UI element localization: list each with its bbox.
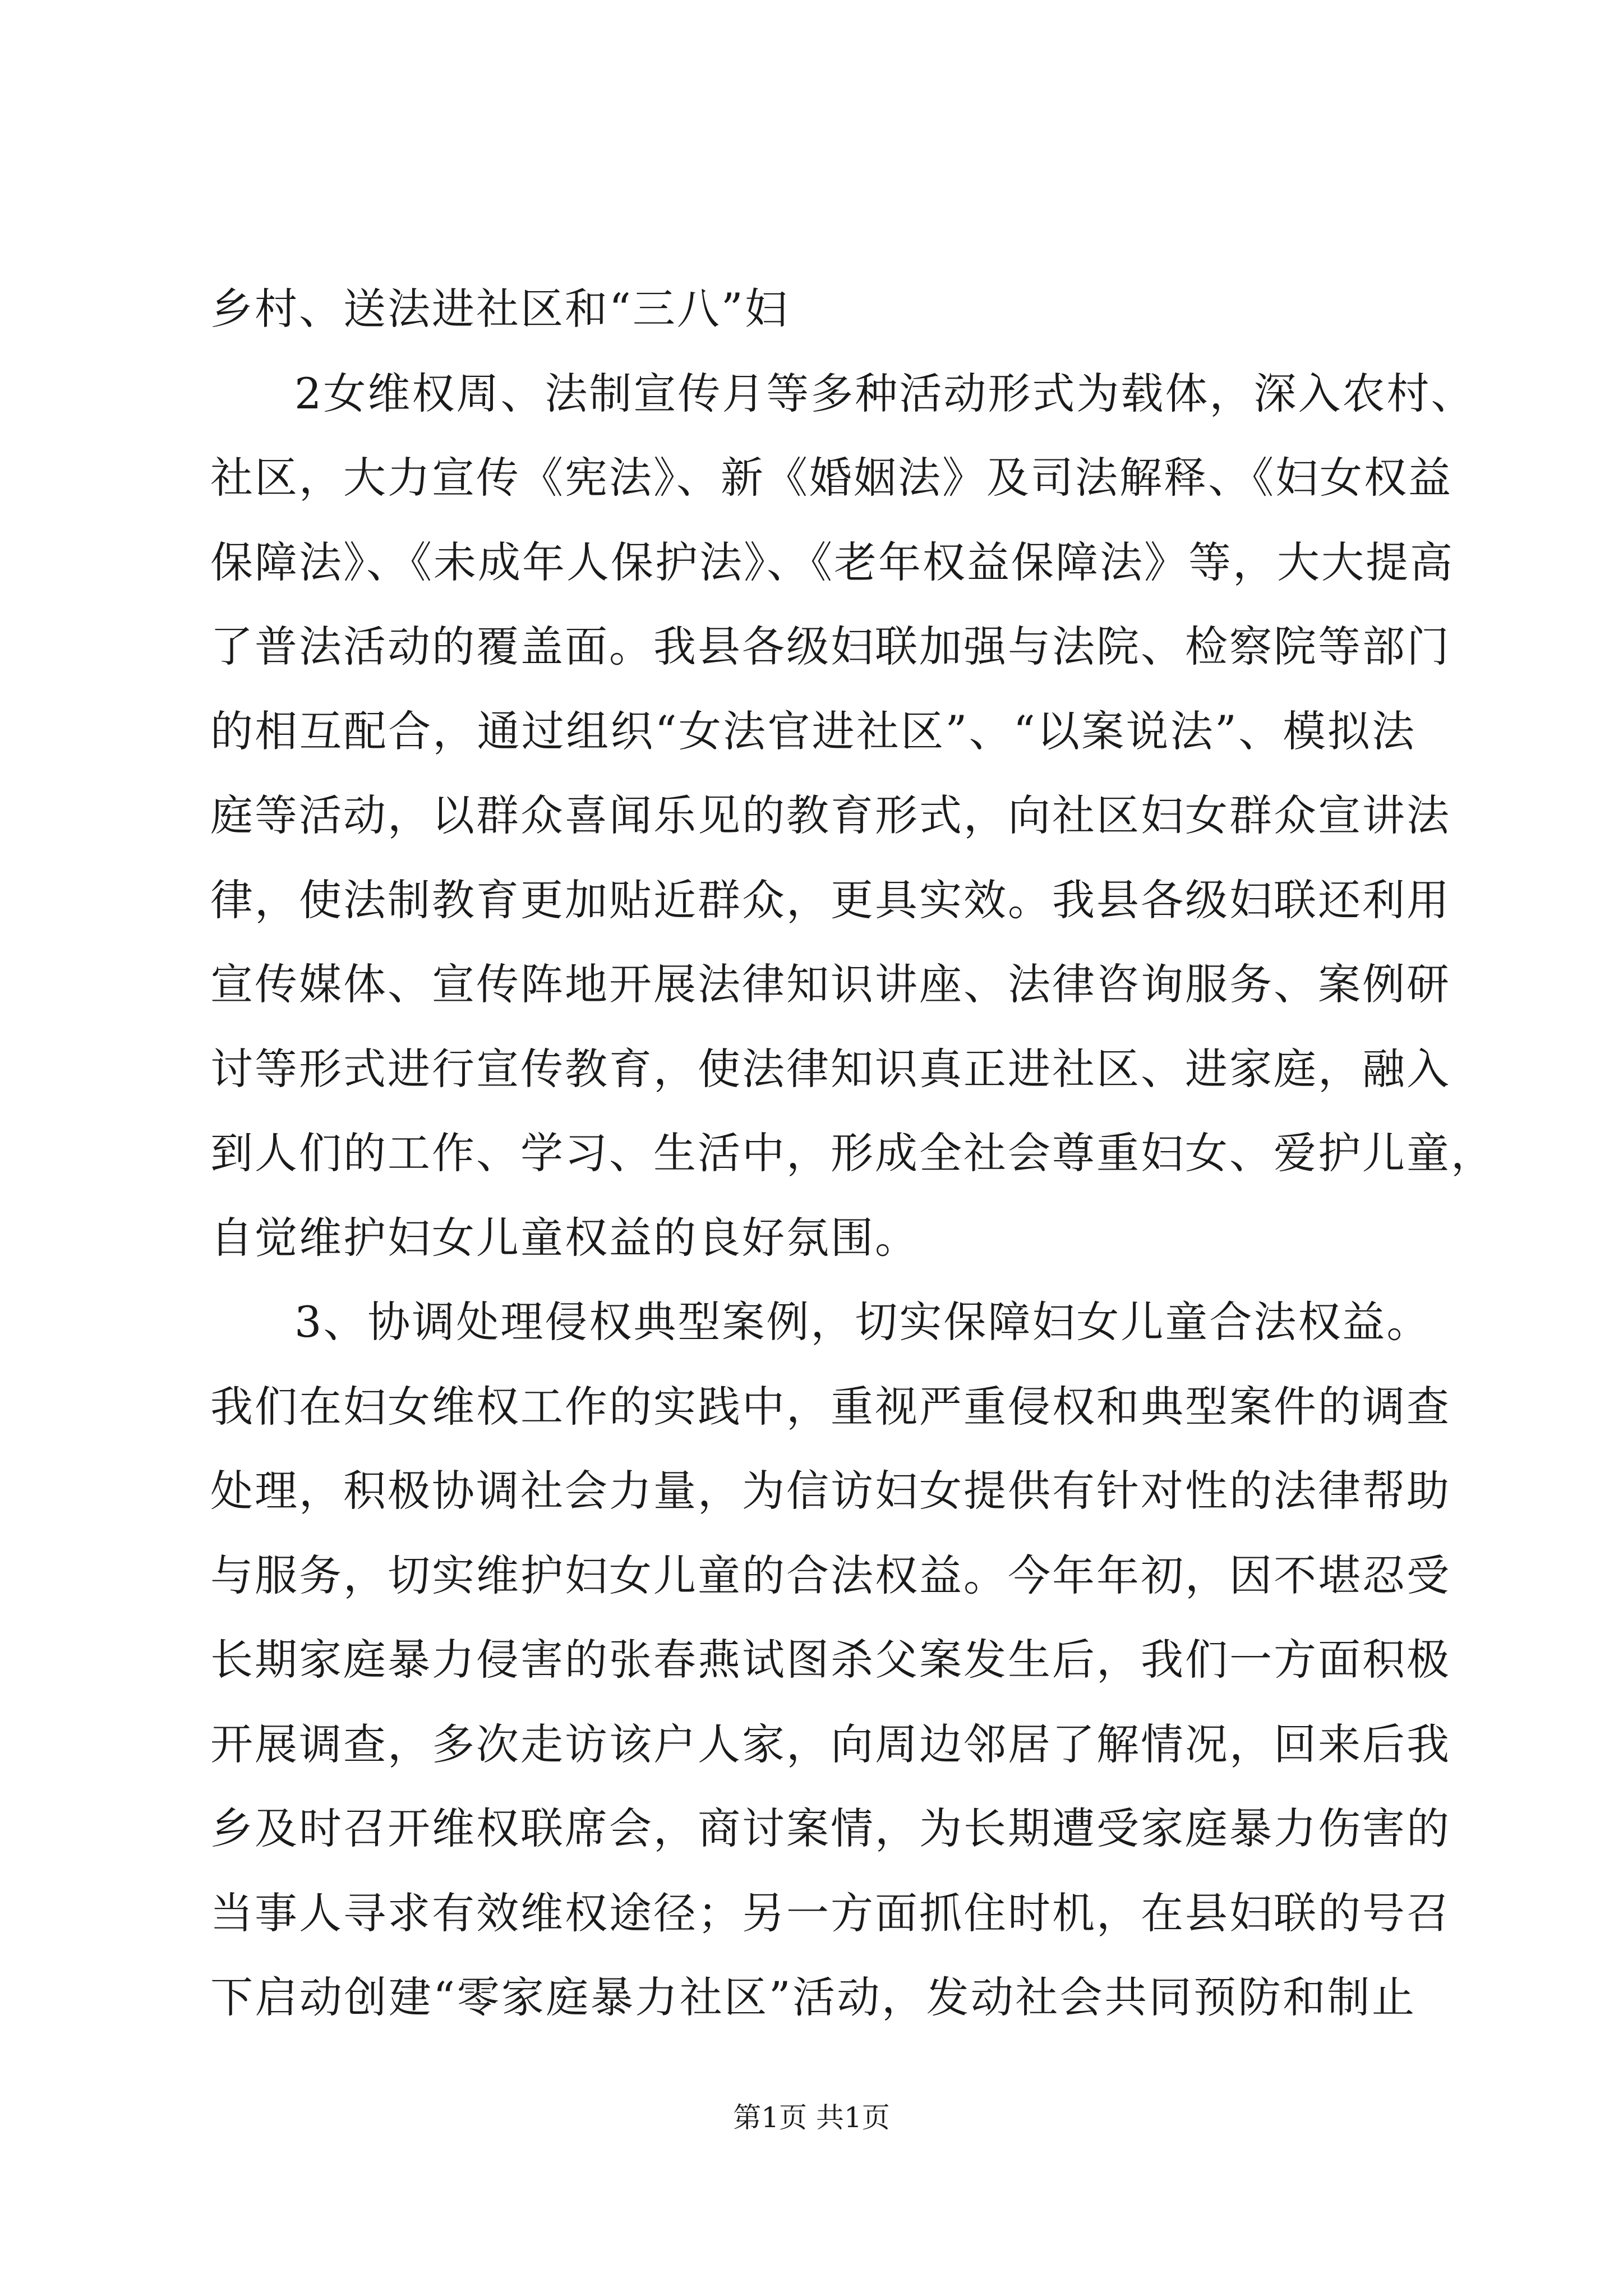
- text-line: 长期家庭暴力侵害的张春燕试图杀父案发生后，我们一方面积极: [210, 1635, 1451, 1685]
- text-line: 了普法活动的覆盖面。我县各级妇联加强与法院、检察院等部门: [210, 622, 1451, 671]
- text-line: 下启动创建“零家庭暴力社区”活动，发动社会共同预防和制止: [210, 1972, 1416, 2022]
- text-line: 当事人寻求有效维权途径；另一方面抓住时机，在县妇联的号召: [210, 1888, 1451, 1938]
- text-line: 3、协调处理侵权典型案例，切实保障妇女儿童合法权益。: [294, 1297, 1431, 1347]
- text-line: 社区，大力宣传《宪法》、新《婚姻法》及司法解释、《妇女权益: [210, 453, 1453, 503]
- page-number-footer: 第1页 共1页: [733, 2101, 890, 2134]
- text-line: 庭等活动，以群众喜闻乐见的教育形式，向社区妇女群众宣讲法: [210, 790, 1451, 840]
- text-line: 到人们的工作、学习、生活中，形成全社会尊重妇女、爱护儿童，: [210, 1128, 1495, 1178]
- text-line: 乡村、送法进社区和“三八”妇: [210, 284, 789, 334]
- text-line: 保障法》、《未成年人保护法》、《老年权益保障法》等，大大提高: [210, 537, 1454, 587]
- text-line: 宣传媒体、宣传阵地开展法律知识讲座、法律咨询服务、案例研: [210, 959, 1451, 1009]
- document-body: [210, 267, 1495, 2040]
- text-line: 2女维权周、法制宣传月等多种活动形式为载体，深入农村、: [294, 368, 1476, 418]
- text-line: 与服务，切实维护妇女儿童的合法权益。今年年初，因不堪忍受: [210, 1550, 1451, 1600]
- text-line: 处理，积极协调社会力量，为信访妇女提供有针对性的法律帮助: [210, 1466, 1451, 1516]
- text-line: 开展调查，多次走访该户人家，向周边邻居了解情况，回来后我: [210, 1719, 1451, 1769]
- text-line: 讨等形式进行宣传教育，使法律知识真正进社区、进家庭，融入: [210, 1043, 1451, 1094]
- text-line: 律，使法制教育更加贴近群众，更具实效。我县各级妇联还利用: [210, 875, 1451, 925]
- text-line: 的相互配合，通过组织“女法官进社区”、“以案说法”、模拟法: [210, 706, 1416, 756]
- text-line: 自觉维护妇女儿童权益的良好氛围。: [210, 1212, 919, 1263]
- text-line: 乡及时召开维权联席会，商讨案情，为长期遭受家庭暴力伤害的: [210, 1803, 1451, 1853]
- text-line: 我们在妇女维权工作的实践中，重视严重侵权和典型案件的调查: [210, 1381, 1451, 1432]
